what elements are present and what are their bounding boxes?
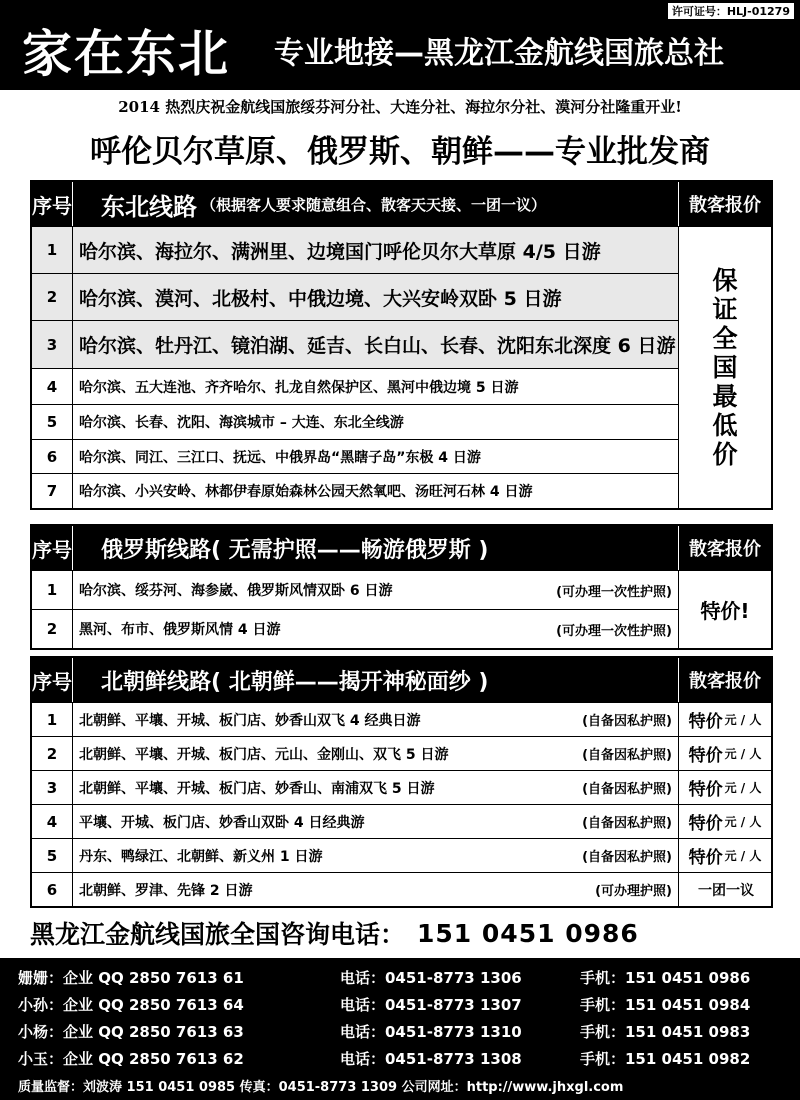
row-no: 3: [32, 771, 73, 804]
brand-subtitle: 专业地接—黑龙江金航线国旅总社: [274, 36, 724, 71]
price-cell: [678, 703, 771, 736]
table-row: [32, 770, 771, 804]
row-note: (自备因私护照): [582, 748, 672, 763]
hotline-number: 151 0451 0986: [417, 918, 639, 948]
row-desc-wrap: [73, 771, 678, 804]
column-no: 序号: [32, 182, 73, 226]
price-text: 特价: [688, 848, 723, 868]
brand-title: 家在东北: [22, 25, 230, 83]
price-cell: [678, 839, 771, 872]
price-text: 特价: [688, 814, 723, 834]
row-note: (可办理一次性护照): [556, 623, 672, 639]
headline: 呼伦贝尔草原、俄罗斯、朝鲜——专业批发商: [90, 134, 710, 170]
contact-mobile: 手机：151 0451 0982: [580, 1050, 751, 1068]
price-text: 特价: [688, 780, 723, 800]
table-row: [32, 320, 678, 368]
row-desc-wrap: [73, 610, 678, 648]
guarantee-text: 保证全国最低价: [712, 266, 738, 469]
price-cell: [678, 771, 771, 804]
row-desc: 哈尔滨、漠河、北极村、中俄边境、大兴安岭双卧 5 日游: [79, 287, 562, 310]
row-no: 5: [32, 839, 73, 872]
row-desc: 黑河、布市、俄罗斯风情 4 日游: [79, 622, 281, 638]
row-desc: 北朝鲜、罗津、先锋 2 日游: [79, 882, 253, 899]
license-number: 许可证号：HLJ-01279: [668, 3, 794, 19]
row-no: 1: [32, 703, 73, 736]
price-text: 特价: [688, 746, 723, 766]
contact-qq: 小杨：企业 QQ 2850 7613 63: [18, 1023, 244, 1041]
contact-phone: 电话：0451-8773 1306: [340, 969, 522, 987]
row-no: 2: [32, 610, 73, 648]
row-desc: 北朝鲜、平壤、开城、板门店、元山、金刚山、双飞 5 日游: [79, 746, 449, 763]
contact-qq: 小玉：企业 QQ 2850 7613 62: [18, 1050, 244, 1068]
table-row: [32, 872, 771, 906]
price-unit: 元 / 人: [724, 713, 762, 727]
table-row: [32, 439, 678, 473]
supervision-line: 质量监督：刘波涛 151 0451 0985 传真：0451-8773 1309 公司网址：http://www.jhxgl.com: [18, 1080, 624, 1095]
row-desc: 北朝鲜、平壤、开城、板门店、妙香山、南浦双飞 5 日游: [79, 780, 435, 797]
row-desc-wrap: [73, 703, 678, 736]
row-desc-wrap: [73, 839, 678, 872]
price-unit: 元 / 人: [724, 849, 762, 863]
hotline-label: 黑龙江金航线国旅全国咨询电话：: [30, 920, 406, 949]
price-cell: [678, 805, 771, 838]
header-banner: [0, 0, 800, 90]
contact-phone: 电话：0451-8773 1310: [340, 1023, 522, 1041]
row-desc-wrap: [73, 737, 678, 770]
price-unit: 元 / 人: [724, 747, 762, 761]
row-no: 4: [32, 805, 73, 838]
table-row: [32, 226, 678, 273]
row-note: (自备因私护照): [582, 782, 672, 797]
row-desc: 哈尔滨、海拉尔、满洲里、边境国门呼伦贝尔大草原 4/5 日游: [79, 240, 601, 263]
table-row: [32, 702, 771, 736]
section-title: 俄罗斯线路( 无需护照——畅游俄罗斯 ): [101, 537, 489, 563]
row-no: 4: [32, 369, 73, 404]
price-text: 特价: [688, 712, 723, 732]
row-no: 5: [32, 405, 73, 439]
contact-phone: 电话：0451-8773 1307: [340, 996, 522, 1014]
korea-routes-table: [30, 656, 773, 908]
price-cell: [678, 873, 771, 906]
column-no: 序号: [32, 526, 73, 570]
table-row: [32, 404, 678, 439]
russia-routes-table: [30, 524, 773, 650]
contact-mobile: 手机：151 0451 0984: [580, 996, 751, 1014]
row-desc: 哈尔滨、长春、沈阳、海滨城市 – 大连、东北全线游: [79, 415, 404, 431]
column-no: 序号: [32, 658, 73, 702]
table-row: [32, 473, 678, 508]
row-no: 1: [32, 227, 73, 273]
row-note: (可办理一次性护照): [556, 584, 672, 600]
table-header: [32, 658, 771, 702]
price-cell: [678, 570, 771, 648]
row-no: 3: [32, 321, 73, 368]
contact-qq: 小孙：企业 QQ 2850 7613 64: [18, 996, 244, 1014]
table-row: [32, 804, 771, 838]
northeast-routes-table: [30, 180, 773, 510]
row-desc-wrap: [73, 873, 678, 906]
price-cell: [678, 226, 771, 508]
row-desc: 哈尔滨、牡丹江、镜泊湖、延吉、长白山、长春、沈阳东北深度 6 日游: [79, 335, 676, 357]
price-cell: [678, 737, 771, 770]
column-price: 散客报价: [678, 658, 771, 702]
table-header: [32, 526, 771, 570]
special-price: 特价!: [700, 599, 750, 623]
row-note: (自备因私护照): [582, 850, 672, 865]
row-note: (可办理护照): [595, 884, 672, 899]
row-desc: 哈尔滨、五大连池、齐齐哈尔、扎龙自然保护区、黑河中俄边境 5 日游: [79, 379, 519, 396]
contact-mobile: 手机：151 0451 0986: [580, 969, 751, 987]
row-desc-wrap: [73, 805, 678, 838]
section-title: 北朝鲜线路( 北朝鲜——揭开神秘面纱 ): [101, 669, 489, 695]
row-no: 1: [32, 571, 73, 609]
contact-mobile: 手机：151 0451 0983: [580, 1023, 751, 1041]
table-row: [32, 736, 771, 770]
price-text: 一团一议: [698, 882, 754, 899]
row-desc: 哈尔滨、小兴安岭、林都伊春原始森林公园天然氧吧、汤旺河石林 4 日游: [79, 484, 533, 500]
row-desc: 北朝鲜、平壤、开城、板门店、妙香山双飞 4 经典日游: [79, 712, 421, 729]
price-unit: 元 / 人: [724, 815, 762, 829]
row-desc-wrap: [73, 571, 678, 609]
row-no: 2: [32, 274, 73, 320]
contact-phone: 电话：0451-8773 1308: [340, 1050, 522, 1068]
row-note: (自备因私护照): [582, 816, 672, 831]
contact-qq: 姗姗：企业 QQ 2850 7613 61: [18, 969, 244, 987]
price-unit: 元 / 人: [724, 781, 762, 795]
row-desc: 哈尔滨、绥芬河、海参崴、俄罗斯风情双卧 6 日游: [79, 583, 393, 599]
table-row: [32, 838, 771, 872]
table-header: [32, 182, 771, 226]
table-row: [32, 570, 678, 609]
row-desc: 哈尔滨、同江、三江口、抚远、中俄界岛“黑瞎子岛”东极 4 日游: [79, 449, 481, 466]
section-title: [73, 182, 678, 226]
announcement: 2014 热烈庆祝金航线国旅绥芬河分社、大连分社、海拉尔分社、漠河分社隆重开业!: [118, 98, 682, 116]
column-price: 散客报价: [678, 526, 771, 570]
table-row: [32, 609, 678, 648]
row-no: 6: [32, 440, 73, 473]
hotline: [30, 912, 773, 954]
row-desc: 丹东、鸭绿江、北朝鲜、新义州 1 日游: [79, 848, 323, 865]
table-row: [32, 368, 678, 404]
row-desc: 平壤、开城、板门店、妙香山双卧 4 日经典游: [79, 814, 365, 831]
row-no: 2: [32, 737, 73, 770]
section-title-note: （根据客人要求随意组合、散客天天接、一团一议）: [201, 195, 547, 214]
column-price: 散客报价: [678, 182, 771, 226]
row-no: 7: [32, 474, 73, 508]
row-no: 6: [32, 873, 73, 906]
table-row: [32, 273, 678, 320]
row-note: (自备因私护照): [582, 714, 672, 729]
section-title-text: 东北线路: [101, 192, 197, 221]
